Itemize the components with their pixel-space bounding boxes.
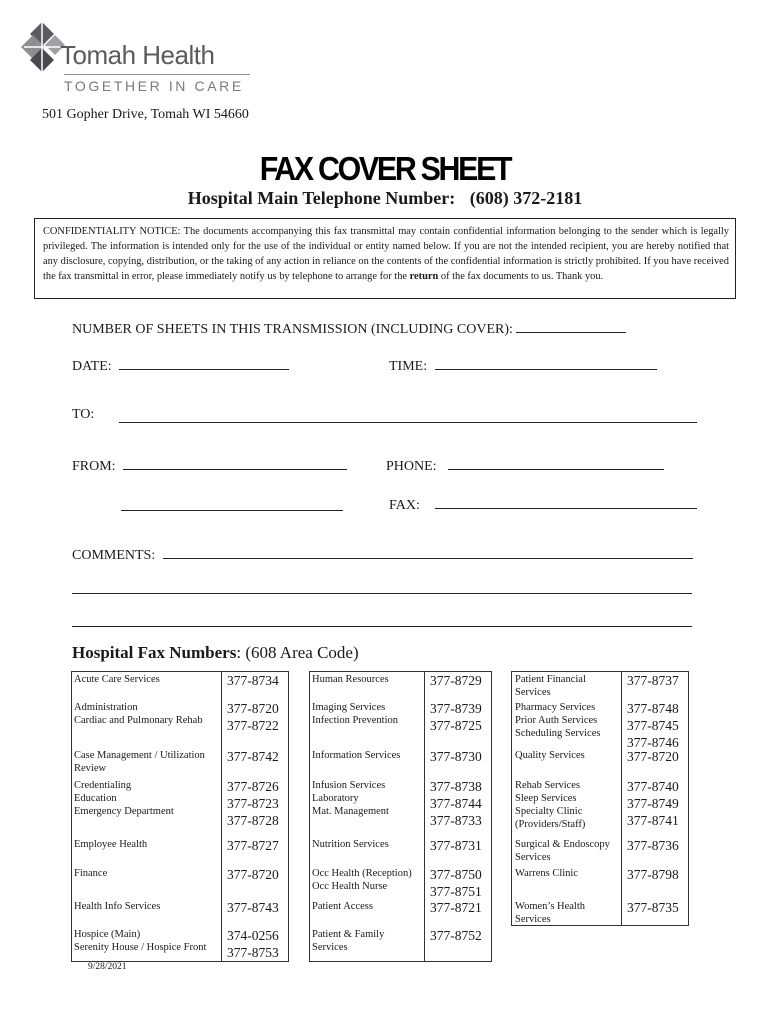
date-field bbox=[72, 357, 289, 375]
main-phone-number: (608) 372-2181 bbox=[469, 188, 583, 208]
phone-label: PHONE: bbox=[386, 459, 437, 474]
department-name: Acute Care Services bbox=[74, 674, 160, 685]
fax-input-line[interactable] bbox=[435, 496, 697, 509]
fax-number: 377-8727 bbox=[227, 838, 279, 853]
fax-number: 377-8730 bbox=[430, 749, 482, 764]
fax-number: 377-8729 bbox=[430, 673, 482, 688]
department-name: Employee Health bbox=[74, 839, 148, 850]
page-title: FAX COVER SHEET bbox=[259, 150, 511, 187]
main-telephone bbox=[0, 188, 770, 209]
department-name: Information Services bbox=[312, 750, 401, 761]
fax-number: 377-8721 bbox=[430, 900, 482, 915]
from-input-line[interactable] bbox=[123, 457, 347, 470]
fax-number: 377-8735 bbox=[627, 900, 679, 915]
department-name: Warrens Clinic bbox=[515, 868, 579, 879]
fax-number: 377-8738 377-8744 377-8733 bbox=[430, 779, 482, 828]
department-name: Pharmacy Services Prior Auth Services Scheduling Services bbox=[515, 702, 601, 739]
fax-number: 377-8750 377-8751 bbox=[430, 867, 482, 899]
sheets-input-line[interactable] bbox=[516, 320, 626, 333]
fax-field bbox=[389, 496, 697, 514]
sheets-field bbox=[72, 320, 626, 338]
fax-number: 377-8720 bbox=[627, 749, 679, 764]
fax-number: 377-8734 bbox=[227, 673, 279, 688]
department-name: Human Resources bbox=[312, 674, 389, 685]
time-input-line[interactable] bbox=[435, 357, 657, 370]
department-name: Occ Health (Reception) Occ Health Nurse bbox=[312, 868, 412, 892]
hospital-address: 501 Gopher Drive, Tomah WI 54660 bbox=[42, 107, 249, 122]
fax-number: 377-8726 377-8723 377-8728 bbox=[227, 779, 279, 828]
comments-field bbox=[72, 546, 693, 564]
department-name: Imaging Services Infection Prevention bbox=[312, 702, 399, 726]
fax-number: 377-8737 bbox=[627, 673, 679, 688]
department-name: Women’s Health Services bbox=[515, 901, 586, 925]
fax-number: 377-8740 377-8749 377-8741 bbox=[627, 779, 679, 828]
confidentiality-notice bbox=[34, 218, 736, 299]
fax-number: 377-8731 bbox=[430, 838, 482, 853]
fax-number: 377-8720 377-8722 bbox=[227, 701, 279, 733]
logo-tagline: TOGETHER IN CARE bbox=[64, 78, 244, 94]
notice-text-b: of the fax documents to us. Thank you. bbox=[438, 271, 604, 282]
fax-number: 374-0256 377-8753 bbox=[227, 928, 279, 960]
from-label: FROM: bbox=[72, 459, 116, 474]
fax-numbers-heading bbox=[72, 643, 359, 663]
notice-text-bold: return bbox=[409, 271, 439, 282]
department-name: Credentialing Education Emergency Department bbox=[74, 780, 174, 817]
phone-input-line[interactable] bbox=[448, 457, 664, 470]
time-field bbox=[389, 357, 657, 375]
to-input-line[interactable] bbox=[119, 422, 697, 423]
department-name: Patient Access bbox=[312, 901, 373, 912]
to-label: TO: bbox=[72, 407, 95, 422]
comments-label: COMMENTS: bbox=[72, 548, 156, 563]
fax-number: 377-8748 377-8745 377-8746 bbox=[627, 701, 679, 750]
fax-number: 377-8739 377-8725 bbox=[430, 701, 482, 733]
comments-input-line[interactable] bbox=[163, 546, 693, 559]
fax-number: 377-8798 bbox=[627, 867, 679, 882]
to-field bbox=[72, 407, 94, 423]
fax-numbers-subtitle: : (608 Area Code) bbox=[236, 643, 359, 662]
department-name: Patient & Family Services bbox=[312, 929, 385, 953]
department-name: Health Info Services bbox=[74, 901, 161, 912]
tomah-health-logo bbox=[20, 18, 250, 98]
department-name: Surgical & Endoscopy Services bbox=[515, 839, 610, 863]
phone-field bbox=[386, 457, 664, 475]
comments-line-2[interactable] bbox=[72, 593, 692, 594]
department-name: Infusion Services Laboratory Mat. Management bbox=[312, 780, 389, 817]
department-name: Patient Financial Services bbox=[515, 674, 586, 698]
department-name: Finance bbox=[74, 868, 108, 879]
fax-number: 377-8742 bbox=[227, 749, 279, 764]
department-name: Nutrition Services bbox=[312, 839, 389, 850]
department-name: Administration Cardiac and Pulmonary Rehab bbox=[74, 702, 203, 726]
fax-number: 377-8752 bbox=[430, 928, 482, 943]
department-name: Hospice (Main) Serenity House / Hospice Front bbox=[74, 929, 207, 953]
fax-number: 377-8720 bbox=[227, 867, 279, 882]
comments-line-3[interactable] bbox=[72, 626, 692, 627]
fax-numbers-title: Hospital Fax Numbers bbox=[72, 643, 237, 662]
fax-number: 377-8736 bbox=[627, 838, 679, 853]
date-input-line[interactable] bbox=[119, 357, 289, 370]
department-name: Case Management / Utilization Review bbox=[74, 750, 205, 774]
revision-date: 9/28/2021 bbox=[88, 962, 127, 972]
main-phone-label: Hospital Main Telephone Number: bbox=[187, 188, 456, 208]
logo-name: Tomah Health bbox=[60, 40, 215, 70]
department-name: Rehab Services Sleep Services Specialty Clinic (Providers/Staff) bbox=[515, 780, 586, 830]
logo-divider bbox=[64, 74, 250, 75]
department-name: Quality Services bbox=[515, 750, 585, 761]
time-label: TIME: bbox=[389, 359, 428, 374]
fax-number: 377-8743 bbox=[227, 900, 279, 915]
sheets-label: NUMBER OF SHEETS IN THIS TRANSMISSION (INCLUDING COVER): bbox=[72, 322, 513, 337]
from-field bbox=[72, 457, 347, 475]
from-second-line[interactable] bbox=[121, 510, 343, 511]
fax-label: FAX: bbox=[389, 498, 420, 513]
notice-text-a: CONFIDENTIALITY NOTICE: The documents accompanying this fax transmittal may contain confidential information belonging to the sender which is legally privileged. The information is intended only for the use of the individual or entity named below. If you are not the intended recipient, you are hereby notified that any disclosure, copying, distribution, or the taking of any action in reliance on the contents of the confidential information is strictly prohibited. If you have received the fax transmittal in error, please immediately notify us by telephone to arrange for the bbox=[43, 226, 729, 282]
date-label: DATE: bbox=[72, 359, 112, 374]
